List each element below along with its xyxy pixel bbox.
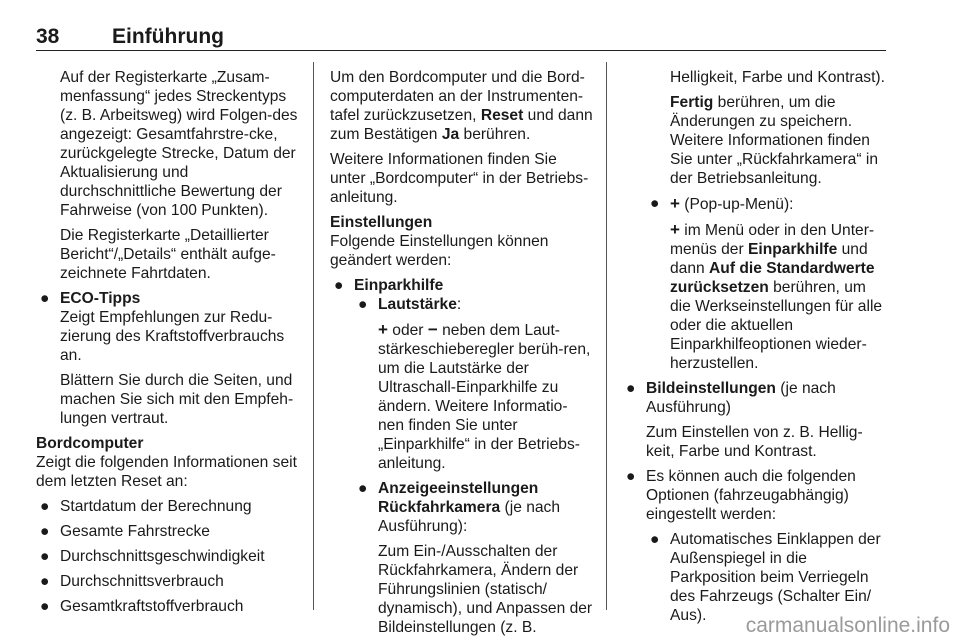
reset-label: Reset [480,107,524,124]
reset-paragraph: Um den Bordcomputer und die Bord-computerdaten an der Instrumenten-tafel zurückzusetzen, Reset und dann zum Bestätigen Ja berühren. [330,69,593,143]
options-item [622,467,886,625]
list-item: ● Durchschnittsgeschwindigkeit [40,548,265,565]
popup-menu-item: ● + (Pop-up-Menü): + im Menü oder in den Unter-menüs der Einparkhilfe und dann Auf die Standardwerte zurücksetzen berühren, um die Werkseinstellungen für alle oder die aktuellen Einparkhilfeoptionen wieder-herzustellen. [646,194,886,373]
list-item: ● Gesamtkraftstoffverbrauch [40,598,244,615]
mirror-fold-item [646,530,886,625]
column-divider-1 [313,62,314,610]
page-title: Einführung [112,25,224,48]
list-item: ● Startdatum der Berechnung [40,498,252,515]
eco-tips-paragraph-2: Blättern Sie durch die Seiten, und machen Sie sich mit den Empfeh-lungen vertraut. [60,372,294,427]
bullet-icon: ● [40,498,50,515]
bullet-icon: ● [40,523,50,540]
parking-assist-item [330,276,593,637]
trip-computer-heading: Bordcomputer [36,435,144,452]
bullet-icon: ● [650,531,660,548]
bullet-icon: ● [650,195,660,212]
display-settings-item: ● Anzeigeeinstellungen Rückfahrkamera (je nach Ausführung): Zum Ein-/Ausschalten der Rückfahrkamera, Ändern der Führungslinien (statisch/ dynamisch), und Anpassen der Bildeinstellungen (z. B. [358,480,593,636]
eco-tips-item [36,289,300,428]
mirror-fold-paragraph: Automatisches Einklappen der Außenspiegel in die Parkposition beim Verriegeln des Fahrzeugs (Schalter Ein/ Aus). [670,531,881,624]
display-settings-continued [622,68,886,188]
list-item: ● Durchschnittsverbrauch [40,573,224,590]
plus-icon: + [378,320,388,339]
display-settings-label: Anzeigeeinstellungen Rückfahrkamera [378,480,539,516]
column-1 [36,68,300,622]
plus-icon: + [670,220,680,239]
detail-paragraph: Die Registerkarte „Detaillierter Bericht“/„Details“ enthält aufge-zeichnete Fahrtdaten. [60,227,276,282]
settings-intro: Folgende Einstellungen können geändert werden: [330,233,549,269]
summary-paragraph: Auf der Registerkarte „Zusam-menfassung“ jedes Streckentyps (z. B. Arbeitsweg) wird Folgen-des angezeigt: Gesamtfahrstre-cke, zurückgelegte Strecke, Datum der Aktualisierung und durchschnittliche Bewertung der Fahrweise (von 100 Punkten). [60,69,298,219]
trip-computer-list [36,497,300,616]
bullet-icon: ● [358,480,368,497]
page-header [36,26,886,51]
eco-tips-paragraph-1: Zeigt Empfehlungen zur Redu-zierung des Kraftstoffverbrauchs an. [60,309,285,364]
bullet-icon: ● [626,468,636,485]
display-settings-paragraph: Zum Ein-/Ausschalten der Rückfahrkamera, Ändern der Führungslinien (statisch/ dynamisch), und Anpassen der Bildeinstellungen (z. B. [378,543,593,636]
display-settings-continued-text: Helligkeit, Farbe und Kontrast). [670,69,885,86]
trip-computer-intro: Zeigt die folgenden Informationen seit dem letzten Reset an: [36,454,297,490]
watermark: carmanualsonline.info [745,614,950,637]
done-label: Fertig [670,94,714,111]
parking-assist-title: Einparkhilfe [354,277,444,294]
volume-item: ● Lautstärke: + oder − neben dem Laut-stärkeschieberegler berüh-ren, um die Lautstärke der Ultraschall-Einparkhilfe zu ändern. Weitere Informatio-nen finden Sie unter „Einparkhilfe“ in der Betriebs-anleitung. [354,295,593,473]
bullet-icon: ● [40,598,50,615]
yes-label: Ja [441,126,460,143]
bullet-icon: ● [40,290,50,307]
summary-tab-block [36,68,300,283]
popup-menu-paragraph: + im Menü oder in den Unter-menüs der Einparkhilfe und dann Auf die Standardwerte zurücksetzen berühren, um die Werkseinstellungen für alle oder die aktuellen Einparkhilfeoptionen wieder-herzustellen. [670,220,883,372]
volume-paragraph: + oder − neben dem Laut-stärkeschieberegler berüh-ren, um die Lautstärke der Ultraschall-Einparkhilfe zu ändern. Weitere Informatio-nen finden Sie unter „Einparkhilfe“ in der Betriebs-anleitung. [378,320,591,472]
image-settings-label: Bildeinstellungen [646,380,776,397]
page-number: 38 [36,25,60,48]
options-paragraph: Es können auch die folgenden Optionen (fahrzeugabhängig) eingestellt werden: [646,468,856,523]
bullet-icon: ● [40,573,50,590]
more-info-paragraph: Weitere Informationen finden Sie unter „Bordcomputer“ in der Betriebs-anleitung. [330,151,589,206]
volume-label: Lautstärke [378,296,457,313]
bullet-icon: ● [40,548,50,565]
done-paragraph: Fertig berühren, um die Änderungen zu speichern. Weitere Informationen finden Sie unter „Rückfahrkamera“ in der Betriebsanleitung. [670,94,878,187]
image-settings-paragraph: Zum Einstellen von z. B. Hellig-keit, Farbe und Kontrast. [646,424,863,460]
settings-heading: Einstellungen [330,214,433,231]
eco-tips-title: ECO-Tipps [60,290,141,307]
bullet-icon: ● [626,380,636,397]
plus-icon: + [670,194,680,213]
column-3 [622,68,886,631]
minus-icon: − [427,320,438,339]
bullet-icon: ● [334,277,344,294]
list-item: ● Gesamte Fahrstrecke [40,523,210,540]
column-2 [330,68,593,643]
image-settings-item: ● Bildeinstellungen (je nach Ausführung) Zum Einstellen von z. B. Hellig-keit, Farbe und Kontrast. [622,379,886,461]
column-divider-2 [606,62,607,610]
bullet-icon: ● [358,296,368,313]
